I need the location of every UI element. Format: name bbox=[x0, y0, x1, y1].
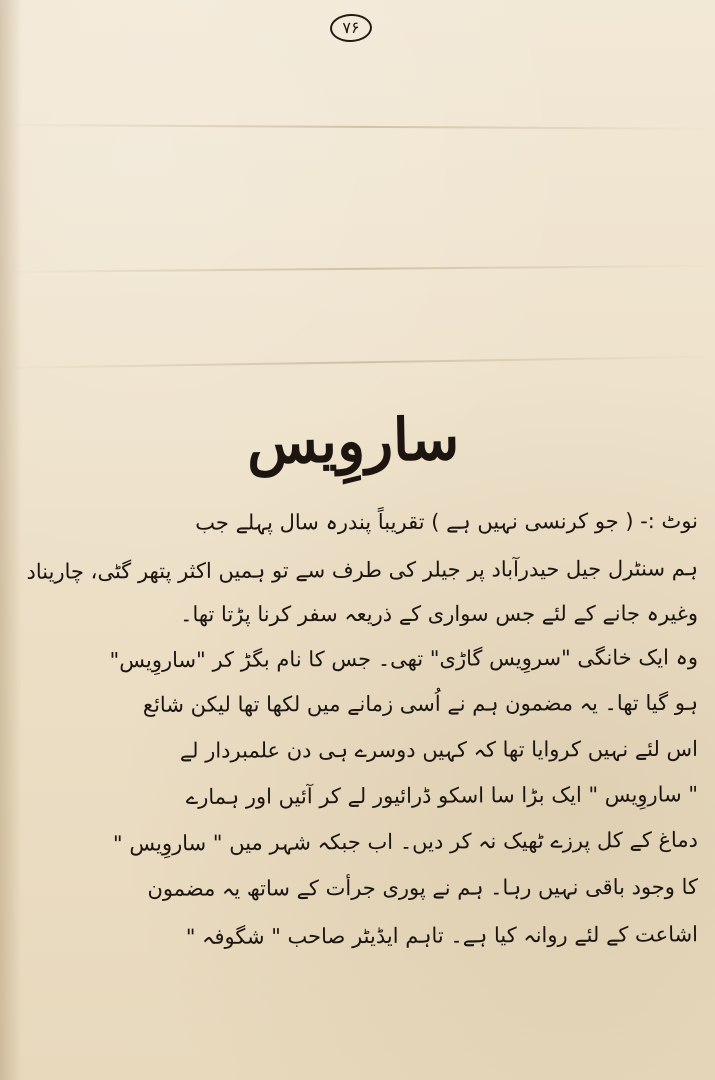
paper-crease bbox=[0, 124, 715, 130]
note-line-8: دماغ کے کل پرزے ٹھیک نہ کر دیں۔ اب جبکہ شہر میں " ساروِیس " bbox=[112, 827, 699, 856]
note-line-10: اشاعت کے لئے روانہ کیا ہے۔ تاہم ایڈیٹر صاحب " شگوفہ " bbox=[185, 922, 699, 949]
note-line-7: " ساروِیس " ایک بڑا سا اسکو ڈرائیور لے کر آئیں اور ہمارے bbox=[185, 782, 699, 809]
page-title: ساروِیس bbox=[246, 404, 460, 478]
paper-crease bbox=[0, 265, 715, 273]
paper-crease bbox=[0, 356, 715, 369]
note-paragraph bbox=[18, 508, 699, 1012]
note-line-5: ہو گیا تھا۔ یہ مضمون ہم نے اُسی زمانے میں لکھا تھا لیکن شائع bbox=[142, 690, 699, 717]
page-number: ۷۶ bbox=[330, 13, 373, 42]
note-line-1: نوٹ :- ( جو کرنسی نہیں ہے ) تقریباً پندرہ سال پہلے جب bbox=[195, 508, 699, 535]
note-line-4: وہ ایک خانگی "سروِیس گاڑی" تھی۔ جس کا نام بگڑ کر "ساروِیس" bbox=[109, 645, 699, 673]
note-line-6: اس لئے نہیں کروایا تھا کہ کہیں دوسرے ہی دن علمبردار لے bbox=[179, 736, 699, 763]
note-line-3: وغیرہ جانے کے لئے جس سواری کے ذریعہ سفر کرنا پڑتا تھا۔ bbox=[180, 601, 699, 627]
note-line-9: کا وجود باقی نہیں رہا۔ ہم نے پوری جرأت کے ساتھ یہ مضمون bbox=[147, 874, 699, 901]
note-line-2: ہم سنٹرل جیل حیدرآباد پر جیلر کی طرف سے تو ہمیں اکثر پتھر گٹی، چاریناد bbox=[26, 556, 699, 584]
